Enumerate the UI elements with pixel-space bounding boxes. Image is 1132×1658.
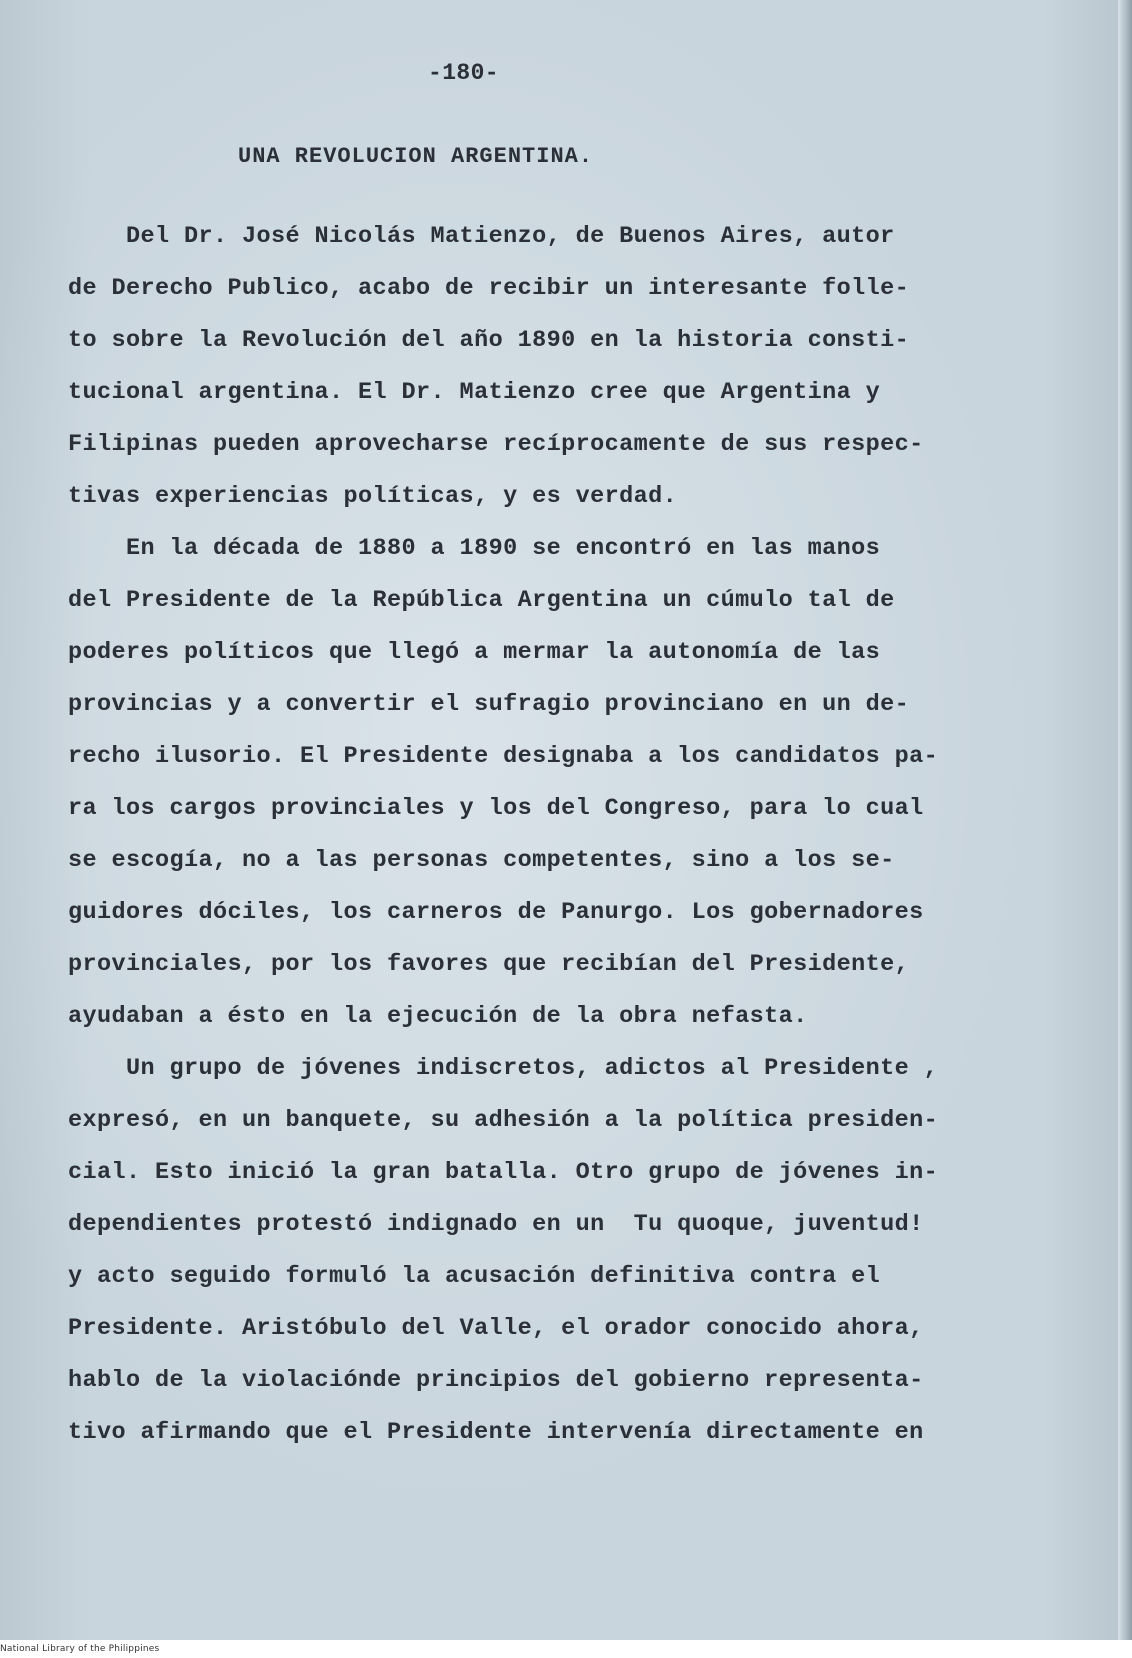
article-title: UNA REVOLUCION ARGENTINA. — [238, 144, 594, 169]
text-line: Filipinas pueden aprovecharse recíprocamente de sus respec- — [68, 431, 924, 458]
text-line: dependientes protestó indignado en un Tu quoque, juventud! — [68, 1211, 924, 1238]
text-line: En la década de 1880 a 1890 se encontró en las manos — [68, 535, 881, 562]
text-line: del Presidente de la República Argentina un cúmulo tal de — [68, 587, 895, 614]
text-line: tucional argentina. El Dr. Matienzo cree que Argentina y — [68, 379, 881, 406]
text-line: provincias y a convertir el sufragio provinciano en un de- — [68, 691, 910, 718]
text-line: poderes políticos que llegó a mermar la autonomía de las — [68, 639, 881, 666]
text-line: expresó, en un banquete, su adhesión a la política presiden- — [68, 1107, 939, 1134]
text-line: y acto seguido formuló la acusación definitiva contra el — [68, 1263, 881, 1290]
page-edge-shadow — [1118, 0, 1132, 1640]
page-number: -180- — [428, 60, 500, 86]
text-line: tivo afirmando que el Presidente intervenía directamente en — [68, 1419, 924, 1446]
text-line: guidores dóciles, los carneros de Panurgo. Los gobernadores — [68, 899, 924, 926]
text-line: Un grupo de jóvenes indiscretos, adictos al Presidente , — [68, 1055, 939, 1082]
text-line: se escogía, no a las personas competentes, sino a los se- — [68, 847, 895, 874]
library-credit: National Library of the Philippines — [0, 1644, 160, 1654]
text-line: to sobre la Revolución del año 1890 en la historia consti- — [68, 327, 910, 354]
text-line: cial. Esto inició la gran batalla. Otro grupo de jóvenes in- — [68, 1159, 939, 1186]
text-line: hablo de la violaciónde principios del gobierno representa- — [68, 1367, 924, 1394]
text-line: ra los cargos provinciales y los del Congreso, para lo cual — [68, 795, 924, 822]
text-line: de Derecho Publico, acabo de recibir un interesante folle- — [68, 275, 910, 302]
text-line: recho ilusorio. El Presidente designaba a los candidatos pa- — [68, 743, 939, 770]
text-line: provinciales, por los favores que recibían del Presidente, — [68, 951, 910, 978]
text-line: Presidente. Aristóbulo del Valle, el orador conocido ahora, — [68, 1315, 924, 1342]
text-line: Del Dr. José Nicolás Matienzo, de Buenos Aires, autor — [68, 223, 895, 250]
text-line: ayudaban a ésto en la ejecución de la obra nefasta. — [68, 1003, 808, 1030]
text-line: tivas experiencias políticas, y es verdad. — [68, 483, 678, 510]
